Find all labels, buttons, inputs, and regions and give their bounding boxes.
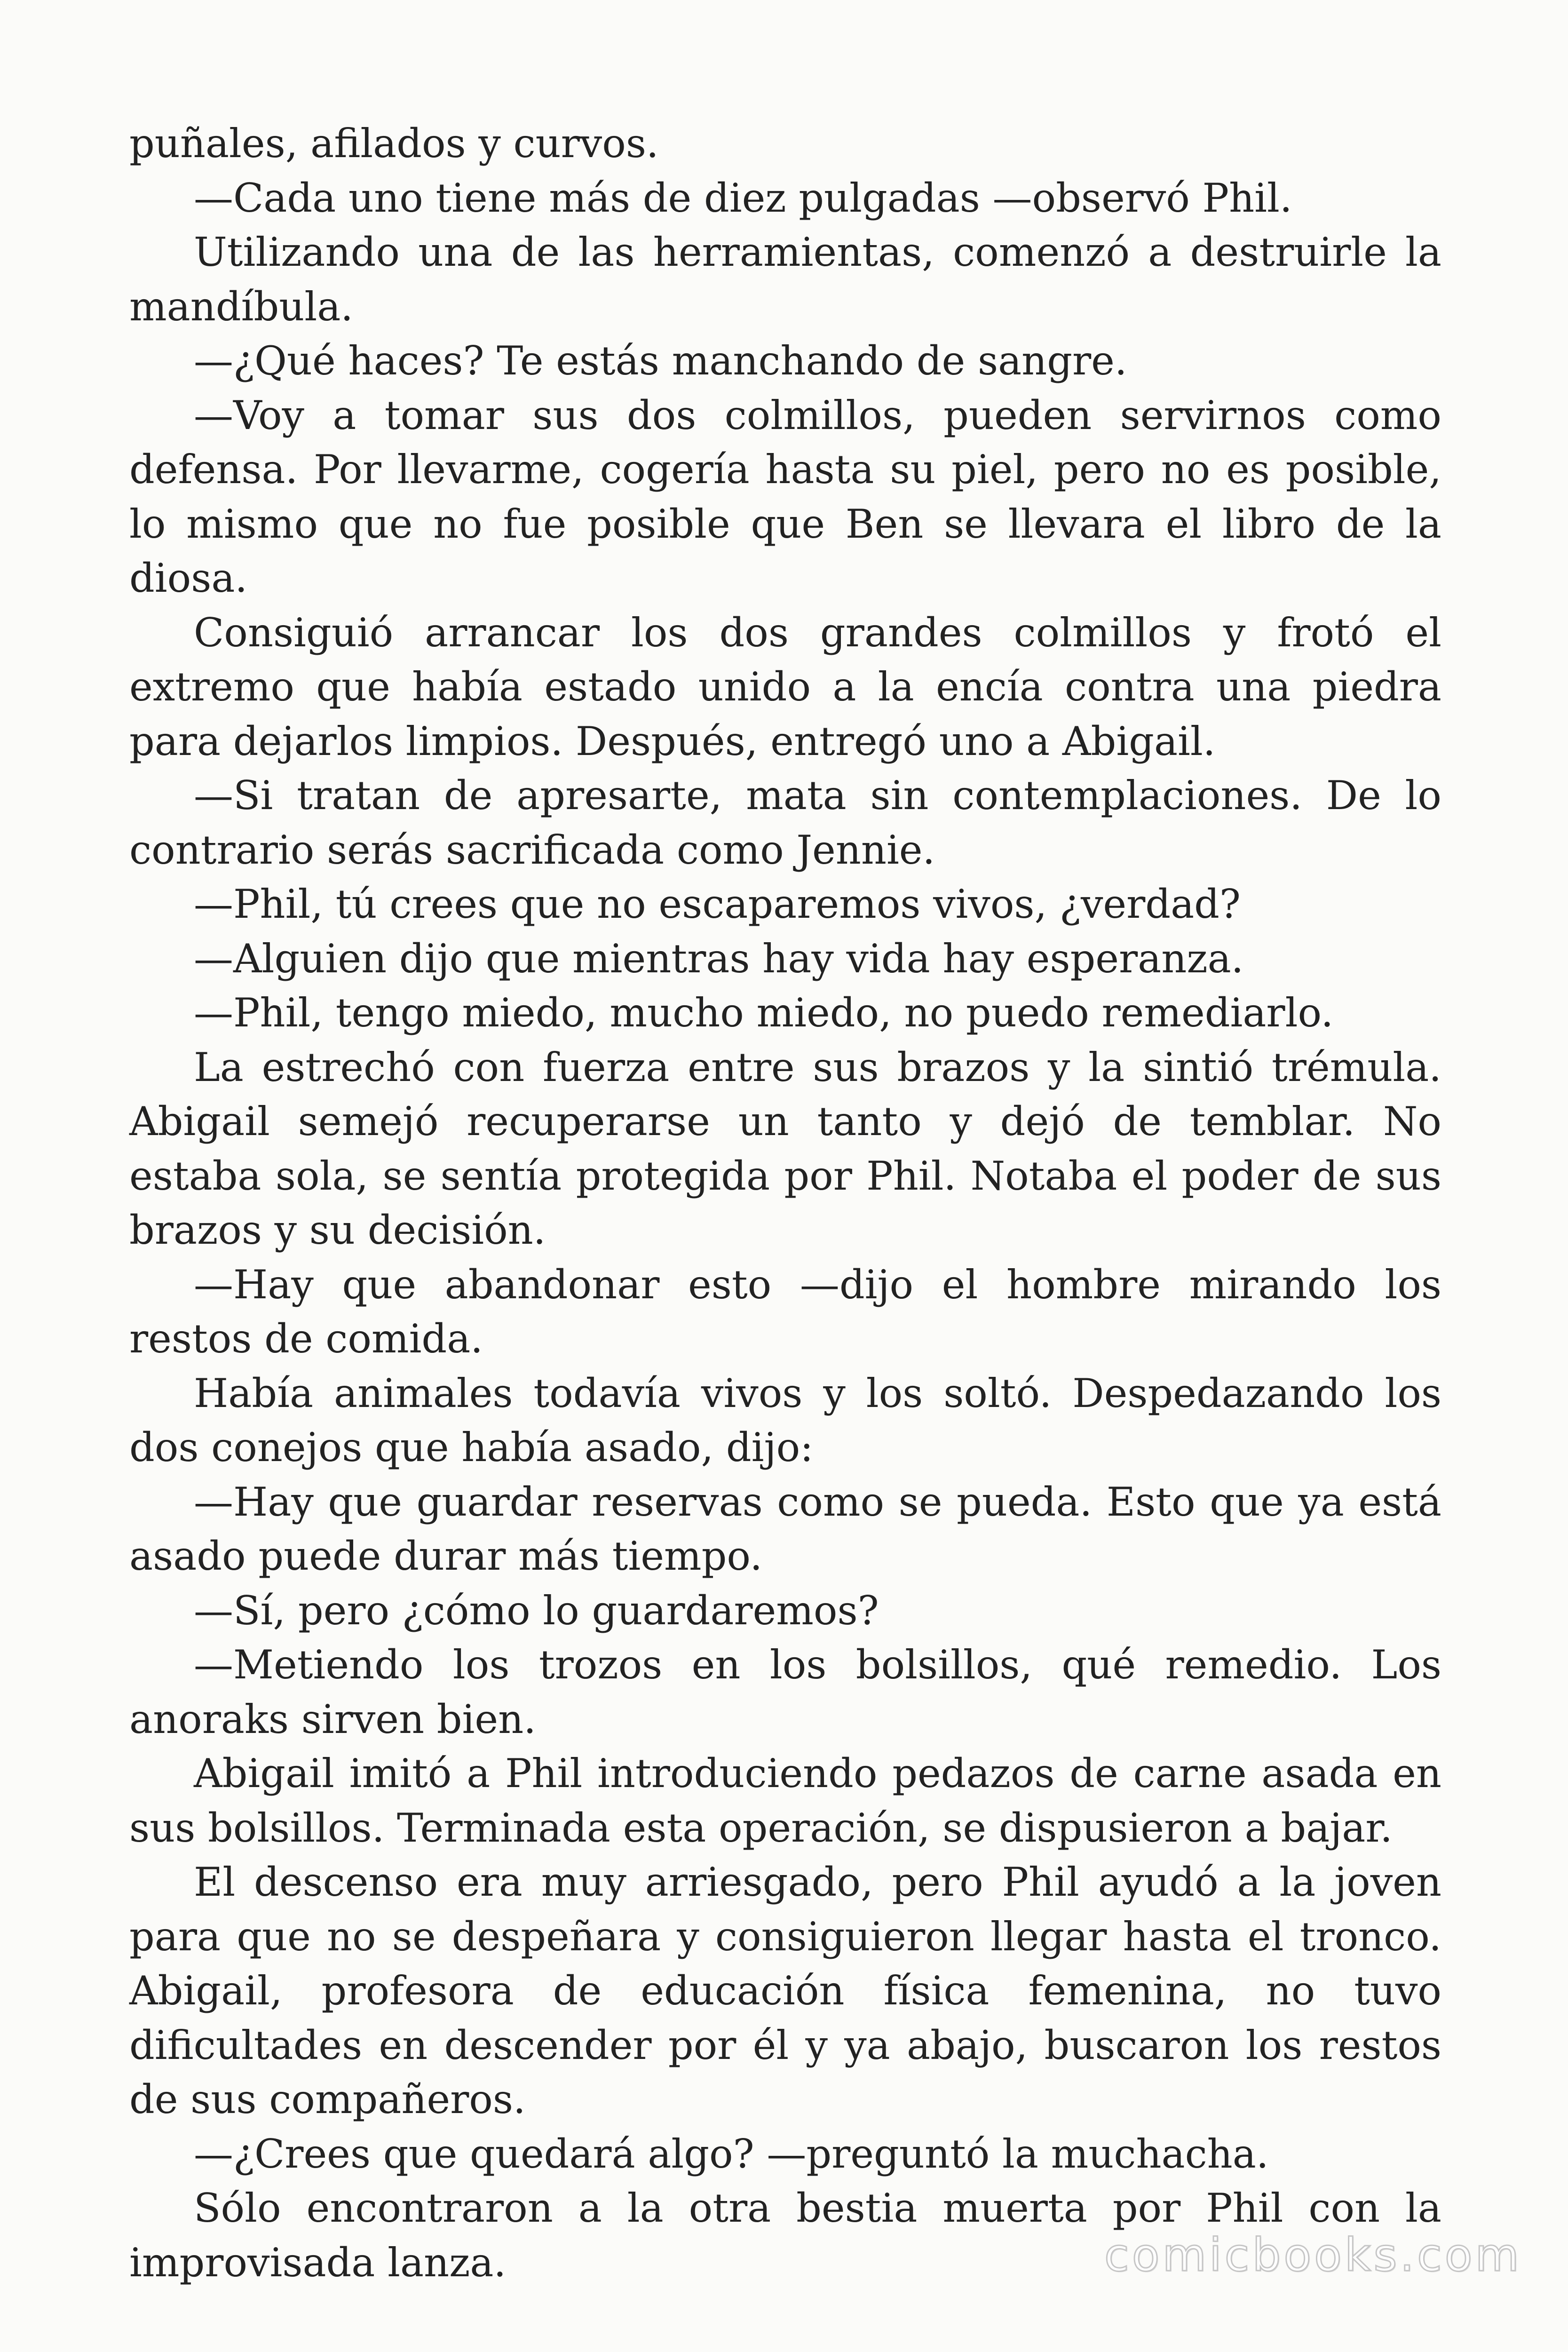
paragraph: —¿Qué haces? Te estás manchando de sangre.	[194, 338, 1127, 384]
paragraph: La estrechó con fuerza entre sus brazos y la sintió trémula. Abigail semejó recuperarse un tanto y dejó de temblar. No estaba sola, se sentía protegida por Phil. Notaba el poder de sus brazos y su decisión.	[129, 1044, 1441, 1253]
paragraph: —Voy a tomar sus dos colmillos, pueden servirnos como defensa. Por llevarme, cogería hasta su piel, pero no es posible, lo mismo que no fue posible que Ben se llevara el libro de la diosa.	[129, 392, 1441, 601]
page-body	[129, 117, 1441, 2290]
paragraph: —Sí, pero ¿cómo lo guardaremos?	[194, 1587, 879, 1634]
paragraph: El descenso era muy arriesgado, pero Phil ayudó a la joven para que no se despeñara y consiguieron llegar hasta el tronco. Abigail, profesora de educación física femenina, no tuvo dificultades en descender por él y ya abajo, buscaron los restos de sus compañeros.	[129, 1859, 1441, 2122]
paragraph: —Phil, tengo miedo, mucho miedo, no puedo remediarlo.	[194, 990, 1334, 1036]
paragraph: —Cada uno tiene más de diez pulgadas —observó Phil.	[194, 175, 1292, 221]
paragraph: —Alguien dijo que mientras hay vida hay esperanza.	[194, 935, 1244, 982]
watermark: comicbooks.com	[1104, 2229, 1522, 2281]
paragraph: —Hay que abandonar esto —dijo el hombre mirando los restos de comida.	[129, 1261, 1441, 1362]
paragraph: —Metiendo los trozos en los bolsillos, qué remedio. Los anoraks sirven bien.	[129, 1642, 1441, 1742]
paragraph: Utilizando una de las herramientas, comenzó a destruirle la mandíbula.	[129, 229, 1441, 330]
paragraph: Sólo encontraron a la otra bestia muerta por Phil con la improvisada lanza.	[129, 2185, 1441, 2286]
paragraph: Consiguió arrancar los dos grandes colmillos y frotó el extremo que había estado unido a la encía contra una piedra para dejarlos limpios. Después, entregó uno a Abigail.	[129, 609, 1441, 764]
paragraph: Abigail imitó a Phil introduciendo pedazos de carne asada en sus bolsillos. Terminada esta operación, se dispusieron a bajar.	[129, 1750, 1441, 1851]
paragraph: puñales, afilados y curvos.	[129, 120, 659, 167]
paragraph: —Phil, tú crees que no escaparemos vivos, ¿verdad?	[194, 881, 1241, 927]
paragraph: —Hay que guardar reservas como se pueda. Esto que ya está asado puede durar más tiempo.	[129, 1478, 1441, 1579]
paragraph: Había animales todavía vivos y los soltó. Despedazando los dos conejos que había asado, dijo:	[129, 1370, 1441, 1470]
paragraph: —Si tratan de apresarte, mata sin contemplaciones. De lo contrario serás sacrificada como Jennie.	[129, 772, 1441, 873]
paragraph: —¿Crees que quedará algo? —preguntó la muchacha.	[194, 2130, 1269, 2177]
